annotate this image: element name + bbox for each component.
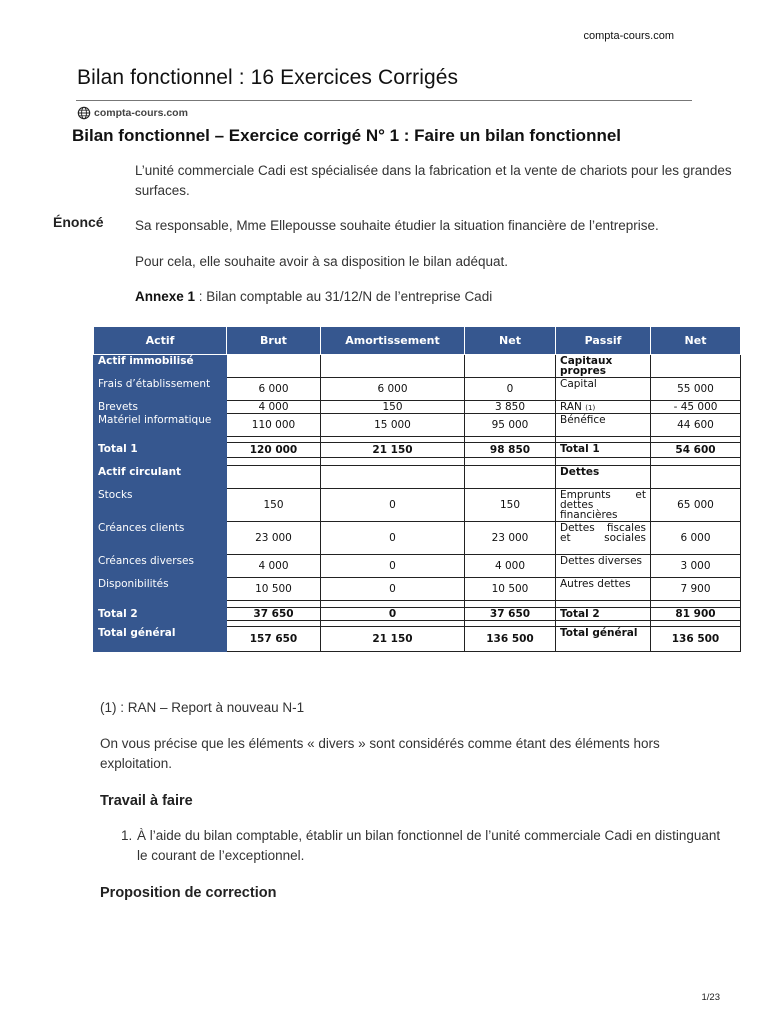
site-name: compta-cours.com [583,30,674,42]
globe-icon [77,106,91,120]
row-label-materiel: Matériel informatique [94,414,227,437]
paragraph-bilan: Pour cela, elle souhaite avoir à sa disposition le bilan adéquat. [135,254,508,269]
source-link[interactable]: compta-cours.com [94,107,188,119]
correction-heading: Proposition de correction [100,885,277,901]
source-line [77,106,188,120]
ran-footnote: (1) : RAN – Report à nouveau N-1 [100,700,305,715]
page-number: 1/23 [701,992,720,1003]
passif-total1: Total 1 [556,443,651,458]
table-row: Brevets 4 000 150 3 850 RAN (1) - 45 000 [94,401,741,414]
header-amortissement: Amortissement [321,327,465,355]
header-actif: Actif [94,327,227,355]
exercise-heading: Bilan fonctionnel – Exercice corrigé N° 1 : Faire un bilan fonctionnel [72,126,622,145]
list-item: À l’aide du bilan comptable, établir un bilan fonctionnel de l’unité commerciale Cadi en distinguant le courant de l’exceptionnel. [137,828,721,863]
table-row: Créances diverses 4 000 0 4 000 Dettes diverses 3 000 [94,555,741,578]
spacer-row [94,601,741,608]
passif-ran: RAN (1) [556,401,651,414]
header-net: Net [465,327,556,355]
table-row: Frais d’établissement 6 000 6 000 0 Capital 55 000 [94,378,741,401]
page-title: Bilan fonctionnel : 16 Exercices Corrigés [77,66,459,89]
passif-capitaux-propres: Capitaux propres [556,355,651,378]
table-row: Disponibilités 10 500 0 10 500 Autres dettes 7 900 [94,578,741,601]
annexe-text: : Bilan comptable au 31/12/N de l’entreprise Cadi [195,289,493,304]
bilan-table [93,326,741,652]
annexe-caption [135,287,745,307]
table-row: Stocks 150 0 150 Emprunts et dettes financières 65 000 [94,489,741,522]
passif-dettes: Dettes [556,466,651,489]
passif-autres-dettes: Autres dettes [556,578,651,601]
paragraph-responsable: Sa responsable, Mme Ellepousse souhaite étudier la situation financière de l’entreprise. [135,218,659,233]
divers-note: On vous précise que les éléments « divers » sont considérés comme étant des éléments hors exploitation. [100,736,660,771]
passif-total-general: Total général [556,627,651,652]
table-row: Créances clients 23 000 0 23 000 Dettes fiscales et sociales 6 000 [94,522,741,555]
row-label-frais: Frais d’établissement [94,378,227,401]
row-label-actif-circulant: Actif circulant [94,466,227,489]
header-passif: Passif [556,327,651,355]
row-label-total2: Total 2 [94,608,227,621]
title-divider [76,100,692,101]
spacer-row [94,458,741,466]
table-row [94,355,741,378]
travail-heading: Travail à faire [100,793,193,809]
passif-total2: Total 2 [556,608,651,621]
row-label-stocks: Stocks [94,489,227,522]
paragraph-intro: L’unité commerciale Cadi est spécialisée dans la fabrication et la vente de chariots pour les grandes surfaces. [135,163,732,198]
row-label-actif-immobilise: Actif immobilisé [94,355,227,378]
table-header-row [94,327,741,355]
passif-dettes-fiscales: Dettes fiscales et sociales [556,522,651,555]
passif-capital: Capital [556,378,651,401]
row-label-total-general: Total général [94,627,227,652]
row-label-disponibilites: Disponibilités [94,578,227,601]
row-label-total1: Total 1 [94,443,227,458]
table-row: Total général 157 650 21 150 136 500 Total général 136 500 [94,627,741,652]
task-list [121,826,721,866]
table-row: Total 1 120 000 21 150 98 850 Total 1 54 600 [94,443,741,458]
header-net-passif: Net [651,327,741,355]
passif-emprunts: Emprunts et dettes financières [556,489,651,522]
passif-dettes-diverses: Dettes diverses [556,555,651,578]
annexe-label: Annexe 1 [135,289,196,304]
table-row: Matériel informatique 110 000 15 000 95 000 Bénéfice 44 600 [94,414,741,437]
header-brut: Brut [227,327,321,355]
enonce-label: Énoncé [53,214,104,230]
passif-benefice: Bénéfice [556,414,651,437]
row-label-creances-diverses: Créances diverses [94,555,227,578]
row-label-creances-clients: Créances clients [94,522,227,555]
table-row: Total 2 37 650 0 37 650 Total 2 81 900 [94,608,741,621]
row-label-brevets: Brevets [94,401,227,414]
list-item-number: 1. [121,828,133,843]
table-row [94,466,741,489]
